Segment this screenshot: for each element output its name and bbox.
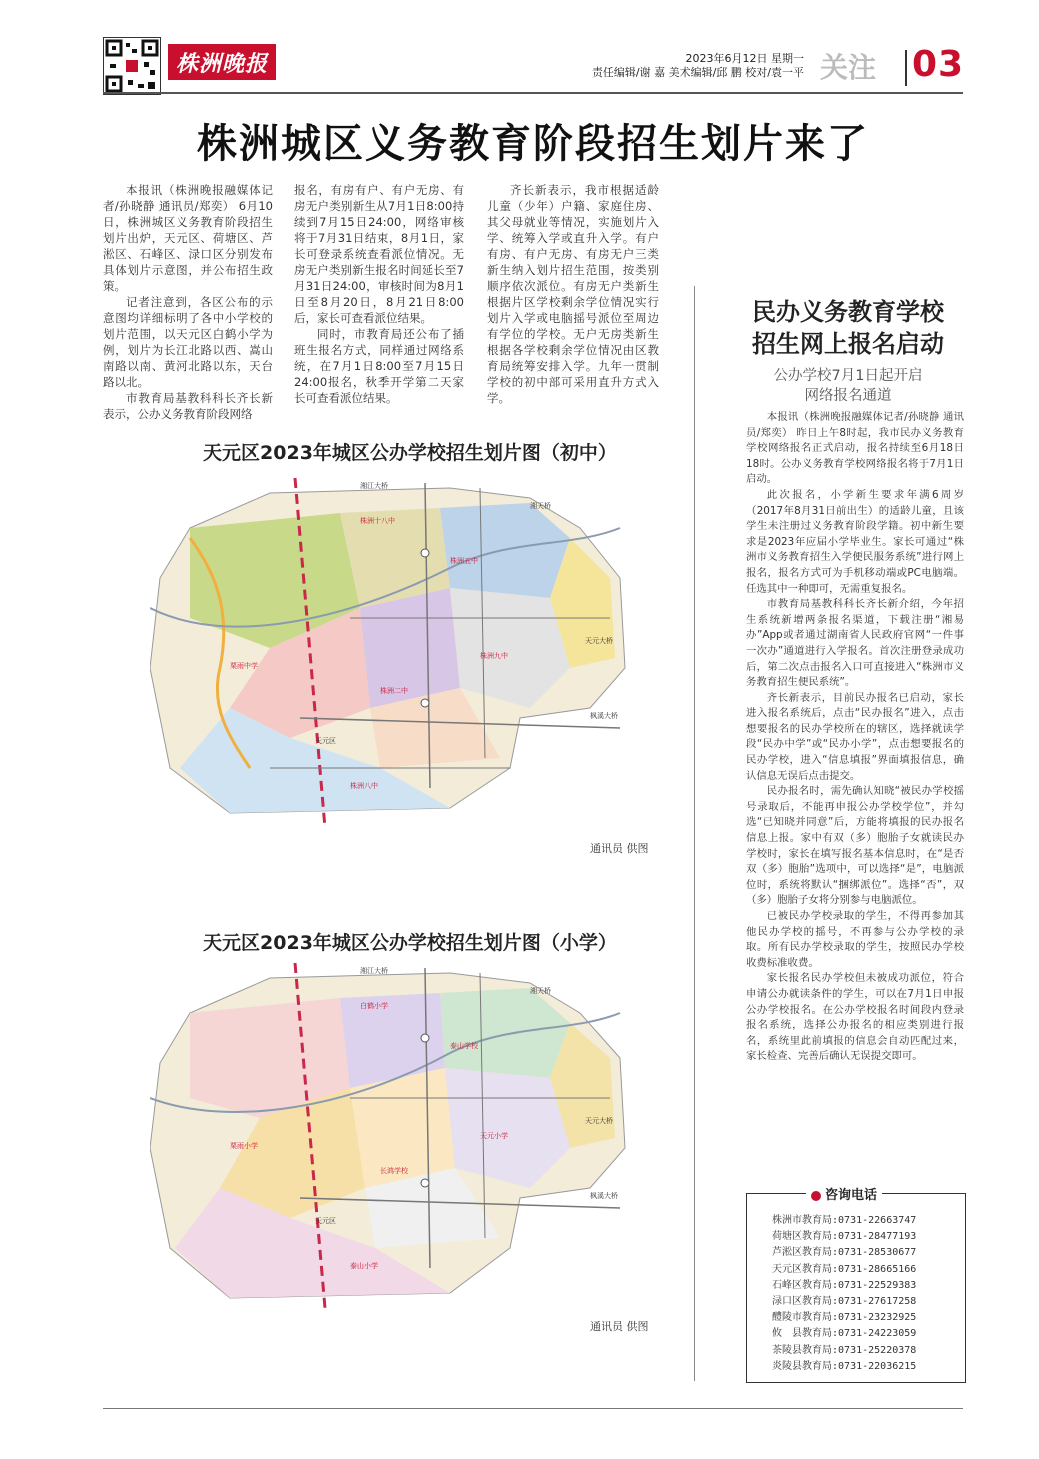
paragraph: 本报讯（株洲晚报融媒体记者/孙晓静 通讯员/郑奕） 6月10日，株洲城区义务教育阶段招生划片出炉，天元区、荷塘区、芦淞区、石峰区、渌口区分别发布具体划片示意图，并公布招生政策。 [103,183,273,293]
photo-credit: 通讯员 供图 [590,842,649,855]
contact-item: 醴陵市教育局:0731-23232925 [772,1312,917,1324]
contact-item: 石峰区教育局:0731-22529383 [772,1279,917,1291]
article-column-3 [487,182,659,406]
contact-item: 攸 县教育局:0731-24223059 [772,1328,917,1340]
map-primary-school[interactable] [150,958,670,1310]
issue-date: 2023年6月12日 星期一 [685,52,804,65]
school-label: 天元小学 [480,1132,508,1140]
map-label: 天元区 [315,737,336,745]
school-label: 白鹤小学 [360,1002,388,1010]
paragraph: 同时，市教育局还公布了插班生报名方式，同样通过网络系统，在7月1日8:00至7月15日24:00报名，秋季开学第二天家长可查看派位结果。 [294,327,464,405]
map-label: 天元大桥 [585,1117,613,1125]
school-label: 栗雨中学 [230,662,258,670]
school-label: 株洲九中 [480,652,508,660]
map-title-primary-school: 天元区2023年城区公办学校招生划片图（小学） [203,932,617,954]
masthead-logo: 株洲晚报 [168,44,276,80]
school-label: 株洲十八中 [360,517,395,525]
map-label: 天元大桥 [585,637,613,645]
section-name: 关注 [820,51,877,84]
contact-item: 芦淞区教育局:0731-28530677 [772,1247,917,1259]
paragraph: 市教育局基教科科长齐长新介绍，今年招生系统新增两条报名渠道，下载注册“湘易办”App或者通过湖南省人民政府官网“一件事一次办”通道进行入学报名。首次注册登录成功后，第二次点击报名入口可直接进入“株洲市义务教育招生便民系统”。 [746,598,964,689]
side-article-subtitle [728,366,968,406]
contact-heading-label: 咨询电话 [825,1188,878,1203]
school-label: 长鸿学校 [380,1167,408,1175]
side-subtitle-line: 网络报名通道 [804,388,892,404]
phone-icon [811,1191,821,1201]
photo-credit: 通讯员 供图 [590,1320,649,1333]
map-label: 枫溪大桥 [590,1192,618,1200]
paragraph: 记者注意到，各区公布的示意图均详细标明了各中小学校的划片范围，以天元区白鹤小学为例，划片为长江北路以西、嵩山南路以南、黄河北路以东，天台路以北。 [103,295,273,389]
school-label: 泰山小学 [350,1262,378,1270]
map-label: 枫溪大桥 [590,712,618,720]
editor-credits: 责任编辑/谢 嘉 美术编辑/邱 鹏 校对/袁一平 [591,66,804,79]
side-article-body [746,410,964,1065]
dateline [566,52,804,80]
header-rule [103,92,963,94]
paragraph: 家长报名民办学校但未被成功派位，符合申请公办就读条件的学生，可以在7月1日申报公办学校报名。在公办学校报名时间段内登录报名系统，选择公办报名的相应类别进行报名，系统里此前填报的信息会自动匹配过来，家长检查、完善后确认无误提交即可。 [746,972,964,1063]
column-divider [694,286,695,1381]
section-divider [905,50,907,86]
qr-code[interactable] [103,37,161,95]
map-label: 湘江大桥 [360,482,388,490]
article-column-2 [294,182,464,406]
school-label: 泰山学校 [450,1042,478,1050]
article-column-1 [103,182,273,422]
paragraph: 报名，有房有户、有户无房、有房无户类别新生从7月1日8:00持续到7月15日24:00，网络审核将于7月31日结束，8月1日，家长可登录系统查看派位情况。无房无户类别新生报名时间延长至7月31日24:00，审核时间为8月1日至8月20日，8月21日8:00后，家长可查看派位结果。 [294,183,464,325]
school-label: 株洲八中 [350,782,378,790]
map-label: 天元区 [315,1217,336,1225]
contact-item: 天元区教育局:0731-28665166 [772,1263,917,1275]
school-label: 株洲五中 [450,557,478,565]
contact-list [772,1213,916,1375]
contact-item: 荷塘区教育局:0731-28477193 [772,1231,917,1243]
map-label: 湘江大桥 [360,967,388,975]
side-subtitle-line: 公办学校7月1日起开启 [773,368,923,384]
paragraph: 民办报名时，需先确认知晓“被民办学校摇号录取后，不能再申报公办学校学位”，并勾选“已知晓并同意”后，方能将填报的民办报名信息上报。家中有双（多）胞胎子女就读民办学校时，家长在填写报名基本信息时，在“是否双（多）胞胎”选项中，可以选择“是”，电脑派位时，系统将默认“捆绑派位”。选择“否”，双（多）胞胎子女将分别参与电脑派位。 [746,785,964,907]
map-label: 湘天桥 [530,987,551,995]
side-article-title [728,296,968,360]
contact-item: 炎陵县教育局:0731-22036215 [772,1360,917,1372]
paragraph: 本报讯（株洲晚报融媒体记者/孙晓静 通讯员/郑奕） 昨日上午8时起，我市民办义务教育学校网络报名正式启动，报名持续至6月18日18时。公办义务教育学校网络报名将于7月1日启动。 [746,411,964,486]
page-headline: 株洲城区义务教育阶段招生划片来了 [197,121,869,167]
contact-heading [806,1184,882,1203]
map-middle-school[interactable] [150,468,670,838]
map-label: 湘天桥 [530,502,551,510]
map-title-middle-school: 天元区2023年城区公办学校招生划片图（初中） [203,442,617,464]
side-title-line: 招生网上报名启动 [752,329,944,358]
side-title-line: 民办义务教育学校 [752,297,944,326]
footer-rule [103,1408,963,1409]
contact-item: 株洲市教育局:0731-22663747 [772,1215,917,1226]
paragraph: 齐长新表示，我市根据适龄儿童（少年）户籍、家庭住房、其父母就业等情况，实施划片入学、统筹入学或直升入学。有户有房、有户无房、有房无户三类新生纳入划片招生范围，按类别顺序依次派位。有房无户类新生根据片区学校剩余学位情况实行划片入学或电脑摇号派位至周边有学位的学校。无户无房类新生根据各学校剩余学位情况由区教育局统筹安排入学。九年一贯制学校的初中部可采用直升方式入学。 [487,183,659,405]
contact-item: 茶陵县教育局:0731-25220378 [772,1344,917,1356]
paragraph: 齐长新表示，目前民办报名已启动，家长进入报名系统后，点击“民办报名”进入，点击想要报名的民办学校所在的辖区，选择就读学段“民办中学”或“民办小学”，点击想要报名的民办学校，进入“信息填报”界面填报信息，确认信息无误后点击提交。 [746,691,964,782]
contact-item: 渌口区教育局:0731-27617258 [772,1296,917,1308]
school-label: 栗雨小学 [230,1142,258,1150]
school-label: 株洲二中 [380,687,408,695]
paragraph: 已被民办学校录取的学生，不得再参加其他民办学校的摇号，不再参与公办学校的录取。所有民办学校录取的学生，按照民办学校收费标准收费。 [746,910,964,969]
paragraph: 市教育局基教科科长齐长新表示，公办义务教育阶段网络 [103,391,273,421]
page-number: 03 [912,44,965,85]
paragraph: 此次报名，小学新生要求年满6周岁（2017年8月31日前出生）的适龄儿童，且该学生未注册过义务教育阶段学籍。初中新生要求是2023年应届小学毕业生。家长可通过“株洲市义务教育招生入学便民服务系统”进行网上报名，报名方式可为手机移动端或PC电脑端。任选其中一种即可，无需重复报名。 [746,488,964,595]
